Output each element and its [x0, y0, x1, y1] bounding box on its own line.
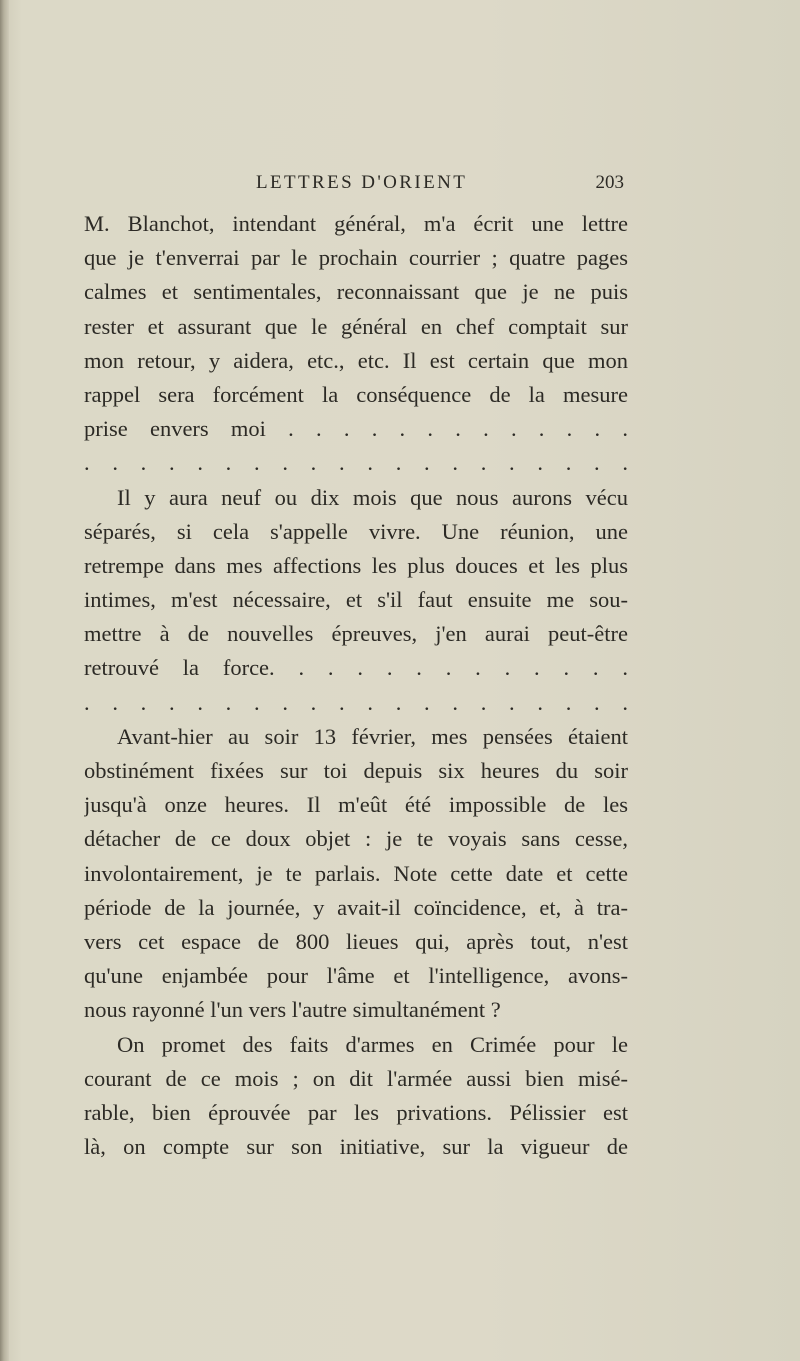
text-line: que je t'enverrai par le prochain courrier ; quatre pages	[84, 245, 628, 271]
text-line: là, on compte sur son initiative, sur la vigueur de	[84, 1134, 628, 1160]
text-line: détacher de ce doux objet : je te voyais sans cesse,	[84, 826, 628, 852]
text-line: séparés, si cela s'appelle vivre. Une réunion, une	[84, 518, 628, 544]
text-line: période de la journée, y avait-il coïncidence, et, à tra-	[84, 894, 628, 920]
running-head	[84, 172, 624, 198]
text-line: calmes et sentimentales, reconnaissant que je ne puis	[84, 279, 628, 305]
paragraph-start-line: Il y aura neuf ou dix mois que nous aurons vécu	[117, 484, 628, 510]
text-line: rester et assurant que le général en chef comptait sur	[84, 313, 628, 339]
paragraph-start-line: On promet des faits d'armes en Crimée pour le	[117, 1031, 628, 1057]
text-line: mon retour, y aidera, etc., etc. Il est certain que mon	[84, 347, 628, 373]
paragraph-end-line: nous rayonné l'un vers l'autre simultanément ?	[84, 997, 501, 1023]
text-line: prise envers moi . . . . . . . . . . . . .	[84, 416, 628, 442]
text-line: courant de ce mois ; on dit l'armée aussi bien misé-	[84, 1065, 628, 1091]
text-line: mettre à de nouvelles épreuves, j'en aurai peut-être	[84, 621, 628, 647]
ellipsis-line: . . . . . . . . . . . . . . . . . . . .	[84, 689, 628, 715]
text-line: vers cet espace de 800 lieues qui, après tout, n'est	[84, 928, 628, 954]
text-line: retrempe dans mes affections les plus douces et les plus	[84, 552, 628, 578]
text-line: involontairement, je te parlais. Note cette date et cette	[84, 860, 628, 886]
text-line: M. Blanchot, intendant général, m'a écrit une lettre	[84, 211, 628, 236]
text-line: intimes, m'est nécessaire, et s'il faut ensuite me sou-	[84, 587, 628, 613]
text-line: retrouvé la force. . . . . . . . . . . . .	[84, 655, 628, 681]
body-text	[84, 207, 628, 1164]
text-line: qu'une enjambée pour l'âme et l'intelligence, avons-	[84, 963, 628, 989]
ellipsis-line: . . . . . . . . . . . . . . . . . . . .	[84, 450, 628, 476]
page-binding-edge	[0, 0, 9, 1361]
text-line: obstinément fixées sur toi depuis six heures du soir	[84, 758, 628, 783]
paragraph-start-line: Avant-hier au soir 13 février, mes pensées étaient	[117, 723, 628, 749]
page-number: 203	[595, 172, 624, 193]
text-line: rable, bien éprouvée par les privations. Pélissier est	[84, 1099, 628, 1125]
running-title: LETTRES D'ORIENT	[256, 172, 468, 193]
text-line: jusqu'à onze heures. Il m'eût été impossible de les	[84, 792, 628, 818]
text-line: rappel sera forcément la conséquence de la mesure	[84, 381, 628, 407]
